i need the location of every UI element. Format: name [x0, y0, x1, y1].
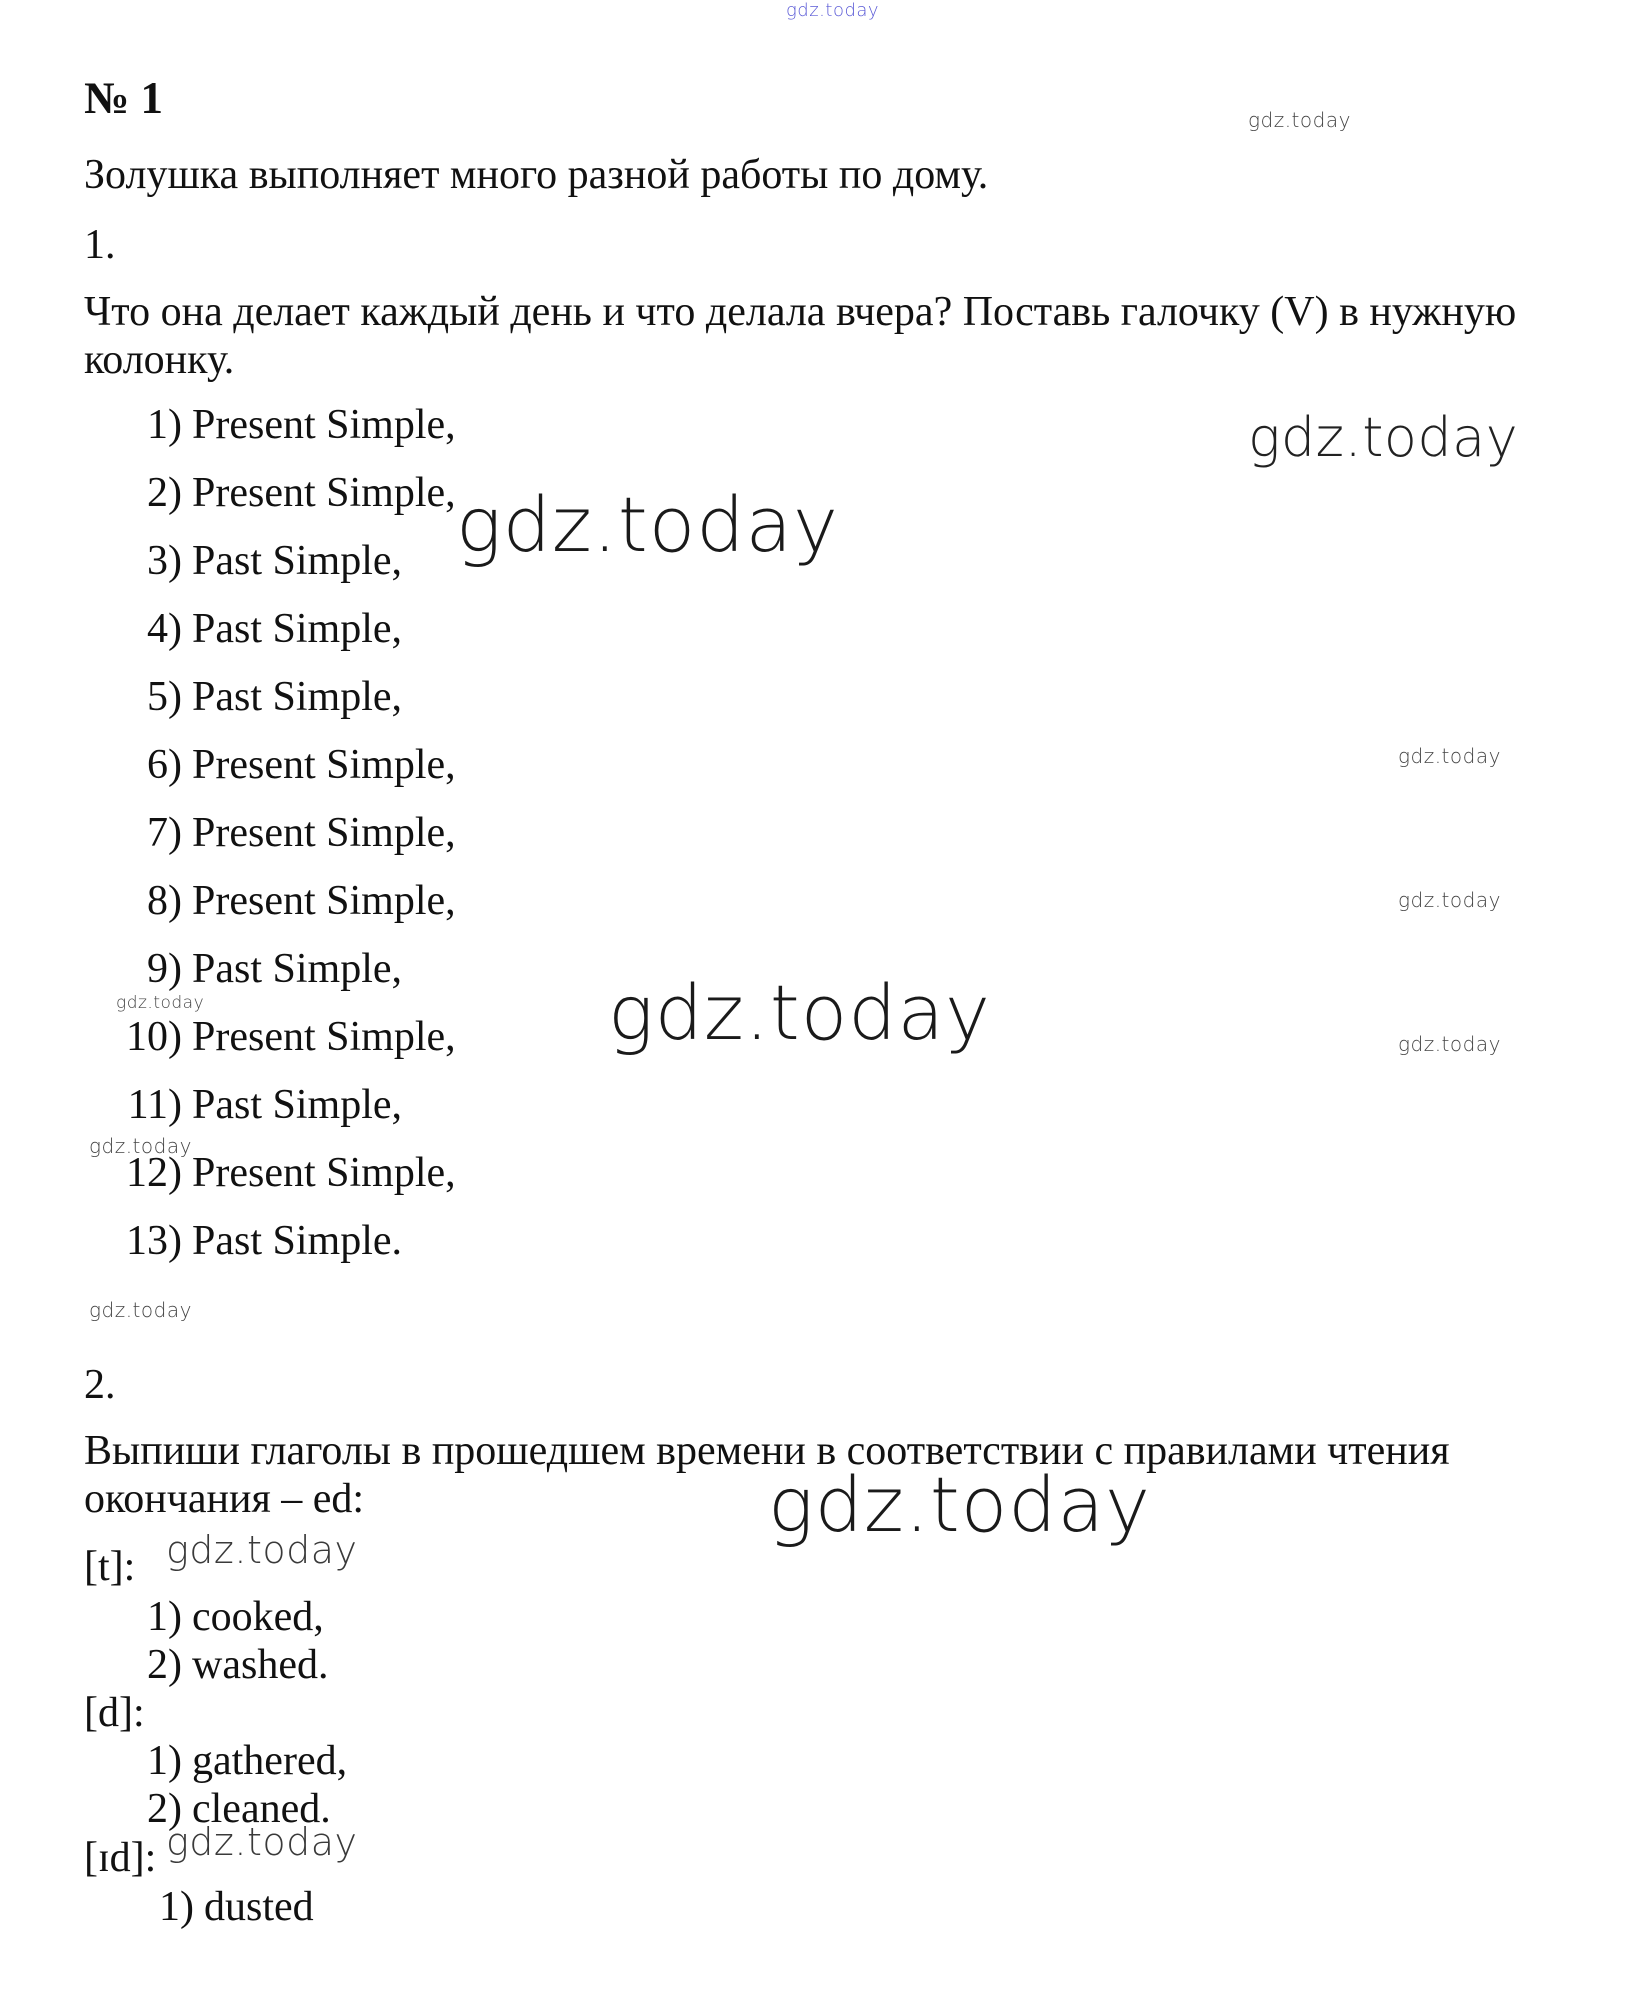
- watermark: gdz.today: [456, 480, 839, 569]
- part-1-item-11: [127, 1080, 403, 1130]
- item-text: washed.: [192, 1642, 329, 1688]
- item-text: dusted: [204, 1884, 314, 1930]
- watermark: gdz.today: [1248, 108, 1351, 132]
- item-number: 1): [147, 402, 182, 448]
- item-text: Past Simple,: [192, 1082, 403, 1128]
- item-text: Present Simple,: [192, 878, 456, 924]
- watermark: gdz.today: [89, 1134, 192, 1158]
- watermark: gdz.today: [1248, 406, 1519, 469]
- watermark: gdz.today: [166, 1820, 358, 1864]
- sound-id-label: [ɪd]:: [84, 1835, 157, 1881]
- sound-d-label: [d]:: [84, 1690, 145, 1736]
- item-text: Past Simple,: [192, 674, 403, 720]
- item-number: 4): [147, 606, 182, 652]
- sound-t-label: [t]:: [84, 1544, 136, 1590]
- watermark: gdz.today: [1398, 1032, 1501, 1056]
- item-text: Present Simple,: [192, 1014, 456, 1060]
- item-number: 5): [147, 674, 182, 720]
- item-number: 11): [127, 1082, 182, 1128]
- item-number: 6): [147, 742, 182, 788]
- item-number: 1): [147, 1738, 182, 1784]
- part-1-item-1: [147, 400, 456, 450]
- item-text: cleaned.: [192, 1786, 331, 1832]
- item-text: Present Simple,: [192, 742, 456, 788]
- part-1-item-13: [126, 1216, 403, 1266]
- exercise-number: № 1: [84, 73, 163, 123]
- watermark: gdz.today: [786, 0, 880, 21]
- item-text: cooked,: [192, 1594, 324, 1640]
- watermark: gdz.today: [89, 1298, 192, 1322]
- watermark: gdz.today: [608, 968, 991, 1057]
- item-number: 9): [147, 946, 182, 992]
- item-text: gathered,: [192, 1738, 348, 1784]
- item-text: Past Simple.: [192, 1218, 403, 1264]
- part-2-task: Выпиши глаголы в прошедшем времени в соответствии с правилами чтения окончания – ed:: [84, 1428, 1450, 1522]
- watermark: gdz.today: [768, 1460, 1151, 1549]
- part-1-number: 1.: [84, 222, 116, 268]
- item-text: Present Simple,: [192, 470, 456, 516]
- item-text: Past Simple,: [192, 538, 403, 584]
- sound-d-item-1: [147, 1736, 348, 1786]
- part-1-item-4: [147, 604, 403, 654]
- item-number: 3): [147, 538, 182, 584]
- item-text: Present Simple,: [192, 402, 456, 448]
- part-1-item-10: [126, 1012, 456, 1062]
- item-number: 8): [147, 878, 182, 924]
- item-number: 2): [147, 1786, 182, 1832]
- part-1-item-8: [147, 876, 456, 926]
- item-text: Present Simple,: [192, 810, 456, 856]
- part-1-item-12: [126, 1148, 456, 1198]
- item-number: 1): [147, 1594, 182, 1640]
- watermark: gdz.today: [116, 993, 205, 1013]
- item-text: Past Simple,: [192, 606, 403, 652]
- watermark: gdz.today: [166, 1528, 358, 1572]
- item-number: 10): [126, 1014, 182, 1060]
- item-number: 12): [126, 1150, 182, 1196]
- sound-id-item-1: [159, 1882, 314, 1932]
- sound-t-item-2: [147, 1640, 329, 1690]
- exercise-intro: Золушка выполняет много разной работы по дому.: [84, 152, 989, 198]
- item-text: Present Simple,: [192, 1150, 456, 1196]
- item-number: 2): [147, 1642, 182, 1688]
- part-1-item-5: [147, 672, 403, 722]
- item-number: 2): [147, 470, 182, 516]
- item-text: Past Simple,: [192, 946, 403, 992]
- part-2-number: 2.: [84, 1362, 116, 1408]
- item-number: 1): [159, 1884, 194, 1930]
- part-1-task: Что она делает каждый день и что делала вчера? Поставь галочку (V) в нужную колонку.: [84, 289, 1517, 383]
- watermark: gdz.today: [1398, 744, 1501, 768]
- part-1-item-2: [147, 468, 456, 518]
- watermark: gdz.today: [1398, 888, 1501, 912]
- sound-t-item-1: [147, 1592, 324, 1642]
- item-number: 13): [126, 1218, 182, 1264]
- part-1-item-6: [147, 740, 456, 790]
- part-1-item-3: [147, 536, 403, 586]
- part-1-item-9: [147, 944, 403, 994]
- item-number: 7): [147, 810, 182, 856]
- part-1-item-7: [147, 808, 456, 858]
